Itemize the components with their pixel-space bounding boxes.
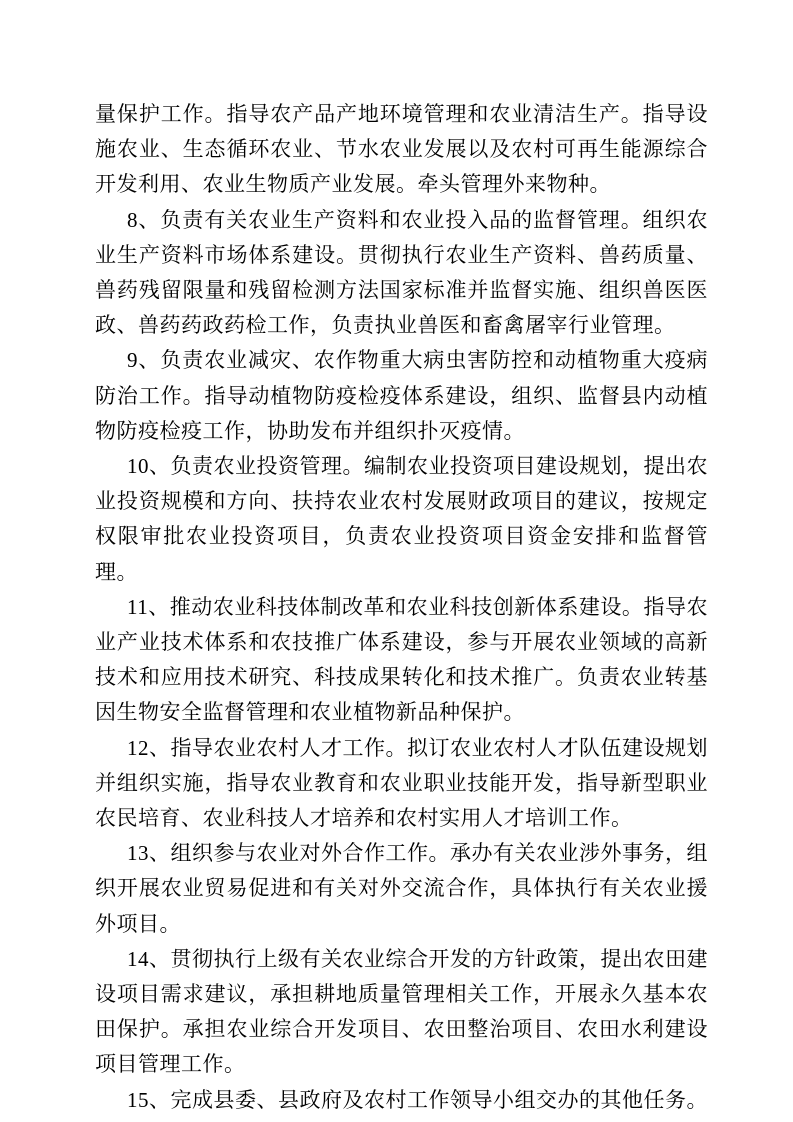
paragraph-item-14: 14、贯彻执行上级有关农业综合开发的方针政策，提出农田建设项目需求建议，承担耕地质量管理相关工作，开展永久基本农田保护。承担农业综合开发项目、农田整治项目、农田水利建设项目管理工作。 — [95, 946, 708, 1077]
paragraph-item-8: 8、负责有关农业生产资料和农业投入品的监督管理。组织农业生产资料市场体系建设。贯彻执行农业生产资料、兽药质量、兽药残留限量和残留检测方法国家标准并监督实施、组织兽医医政、兽药药政药检工作，负责执业兽医和畜禽屠宰行业管理。 — [95, 207, 708, 338]
paragraph-item-9: 9、负责农业减灾、农作物重大病虫害防控和动植物重大疫病防治工作。指导动植物防疫检疫体系建设，组织、监督县内动植物防疫检疫工作，协助发布并组织扑灭疫情。 — [95, 348, 708, 443]
document-body — [95, 97, 708, 1118]
paragraph-item-11: 11、推动农业科技体制改革和农业科技创新体系建设。指导农业产业技术体系和农技推广体系建设，参与开展农业领域的高新技术和应用技术研究、科技成果转化和技术推广。负责农业转基因生物安全监督管理和农业植物新品种保护。 — [95, 594, 708, 725]
paragraph-item-13: 13、组织参与农业对外合作工作。承办有关农业涉外事务，组织开展农业贸易促进和有关对外交流合作，具体执行有关农业援外项目。 — [95, 841, 708, 936]
paragraph-continuation: 量保护工作。指导农产品产地环境管理和农业清洁生产。指导设施农业、生态循环农业、节水农业发展以及农村可再生能源综合开发利用、农业生物质产业发展。牵头管理外来物种。 — [95, 102, 708, 197]
paragraph-item-12: 12、指导农业农村人才工作。拟订农业农村人才队伍建设规划并组织实施，指导农业教育和农业职业技能开发，指导新型职业农民培育、农业科技人才培养和农村实用人才培训工作。 — [95, 735, 708, 831]
paragraph-item-15: 15、完成县委、县政府及农村工作领导小组交办的其他任务。 — [127, 1087, 708, 1112]
paragraph-item-10: 10、负责农业投资管理。编制农业投资项目建设规划，提出农业投资规模和方向、扶持农业农村发展财政项目的建议，按规定权限审批农业投资项目，负责农业投资项目资金安排和监督管理。 — [95, 454, 708, 584]
